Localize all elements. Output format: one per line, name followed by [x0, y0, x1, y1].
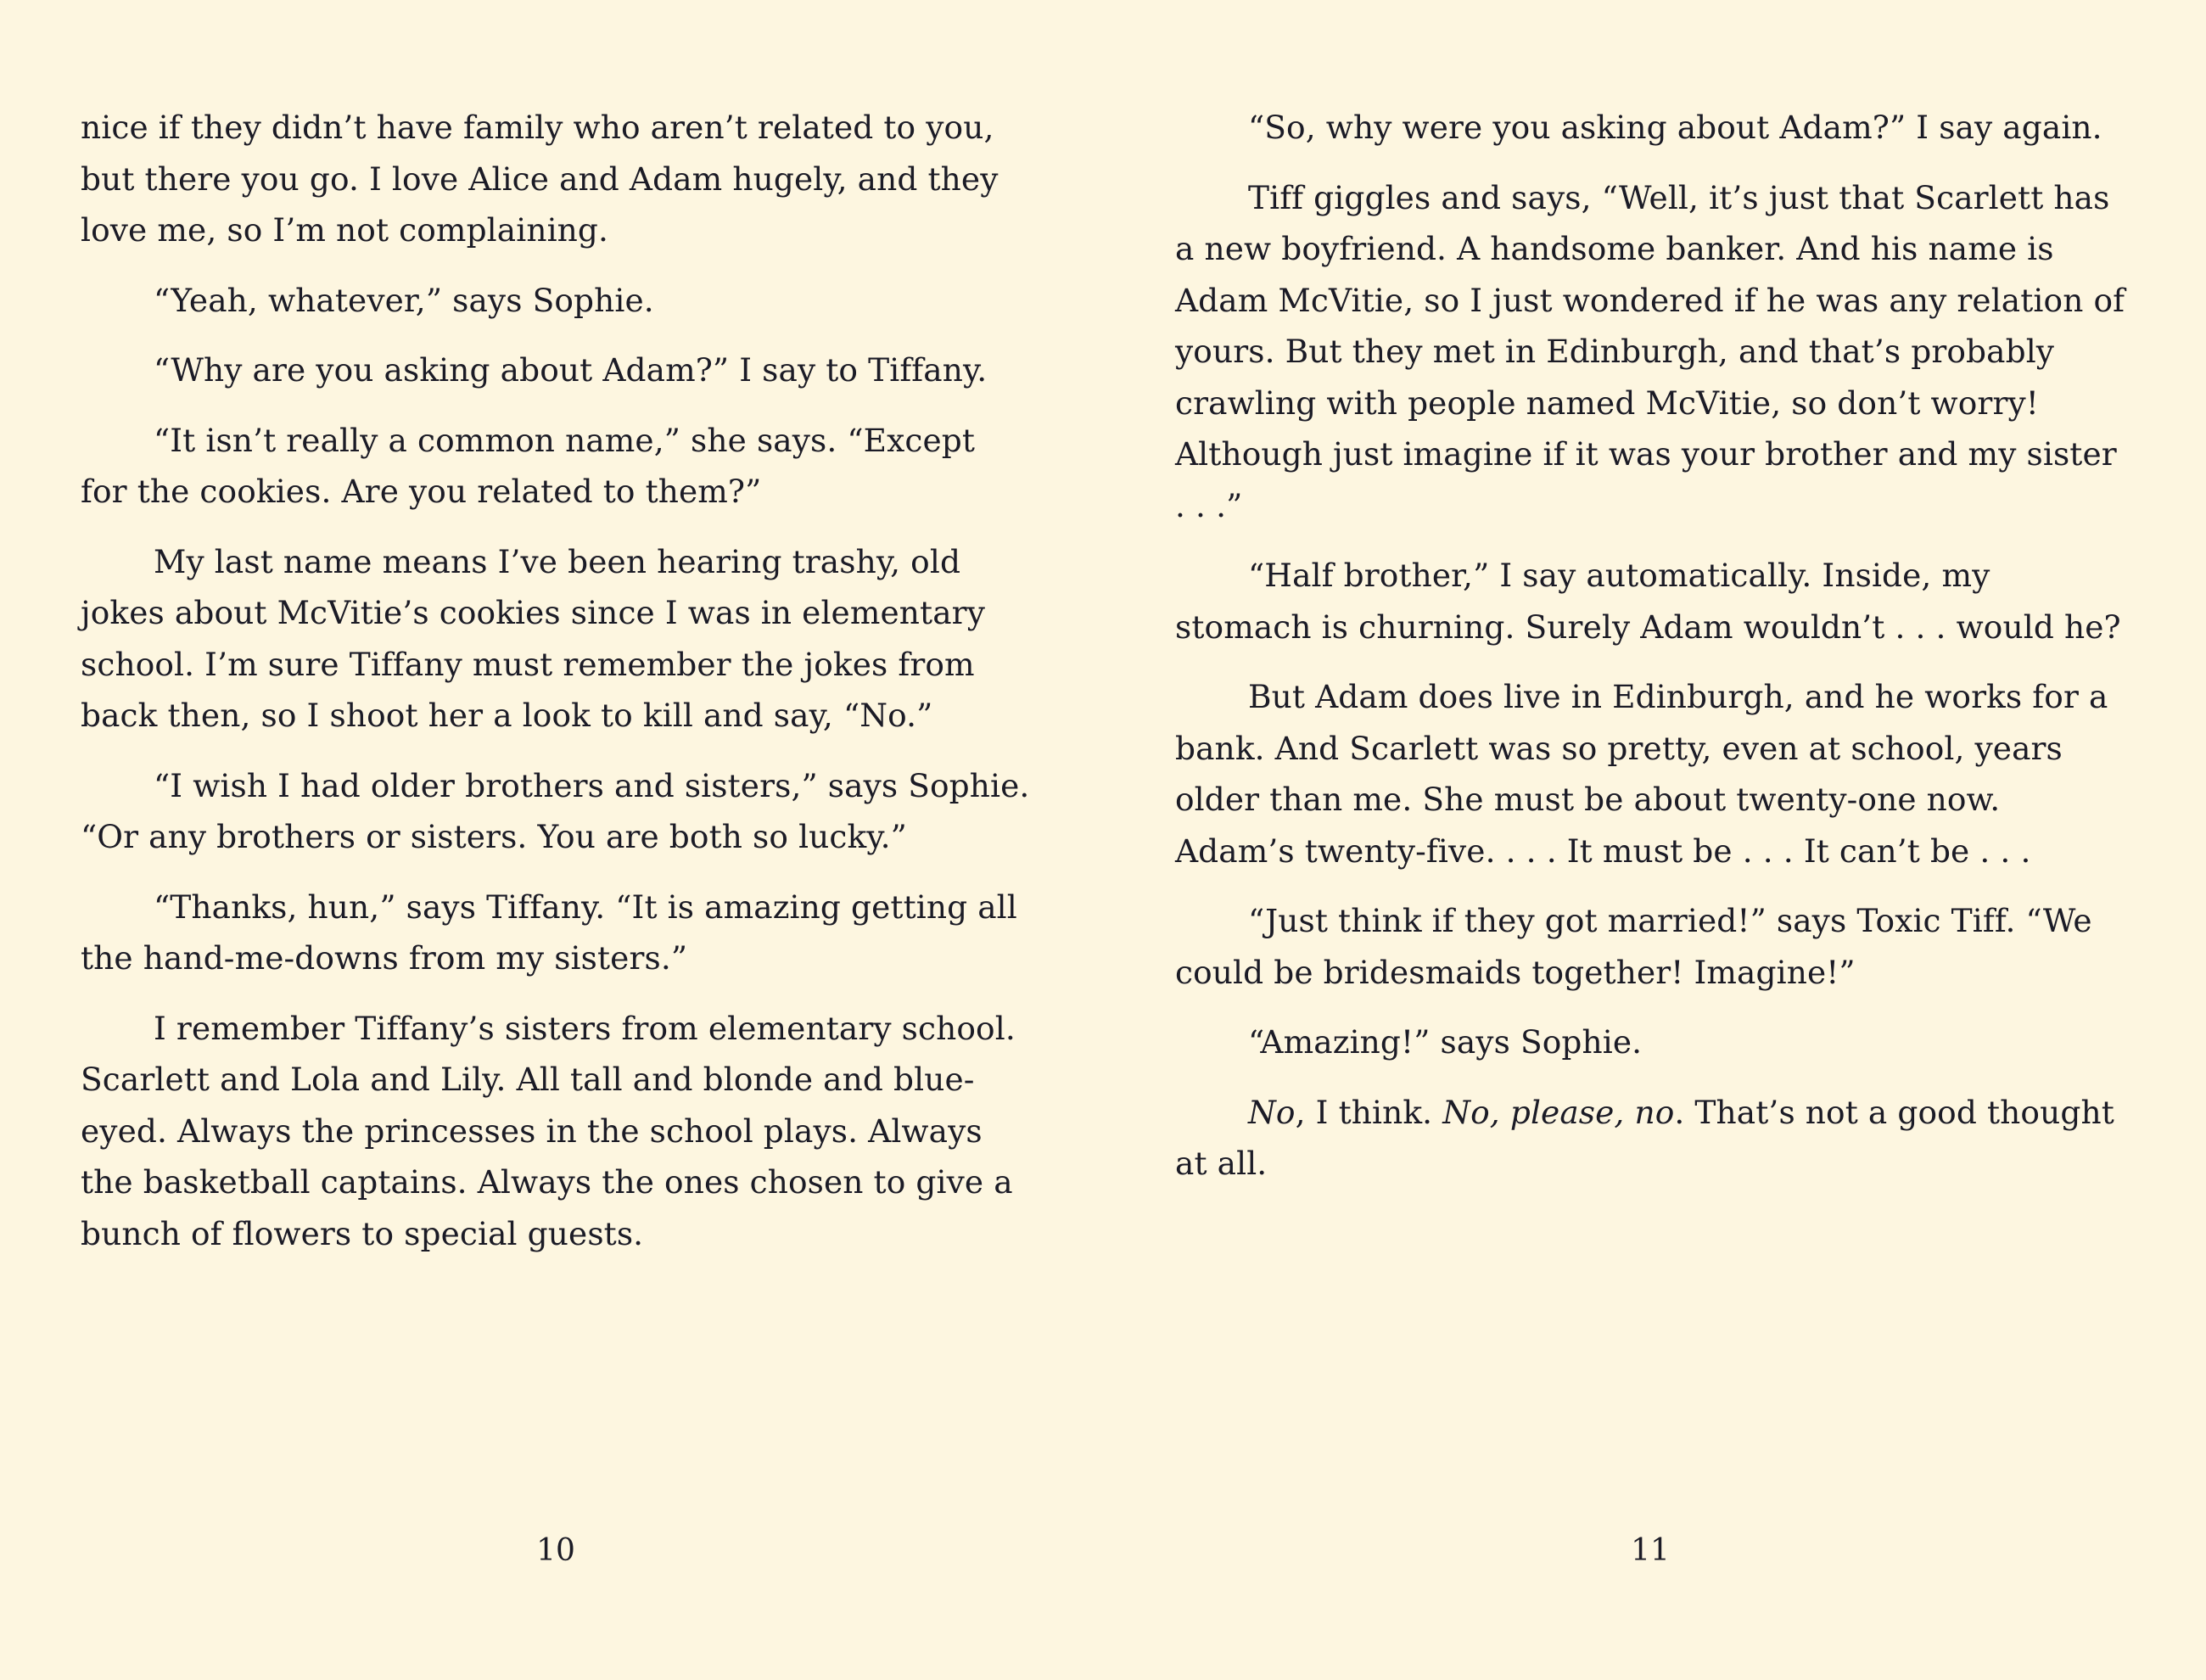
left-page: [81, 102, 1031, 1621]
right-page-body: [1175, 102, 2125, 1533]
paragraph: No, I think. No, please, no. That’s not a good thought at all.: [1175, 1093, 2114, 1182]
paragraph: “Why are you asking about Adam?” I say to Tiffany.: [154, 351, 988, 389]
paragraph: “It isn’t really a common name,” she says. “Except for the cookies. Are you related to them?”: [81, 421, 976, 510]
paragraph: “So, why were you asking about Adam?” I say again.: [1248, 109, 2102, 146]
right-page-number: 11: [1631, 1533, 1670, 1568]
right-page: [1175, 102, 2125, 1621]
paragraph: My last name means I’ve been hearing trashy, old jokes about McVitie’s cookies since I was in elementary school. I’m sure Tiffany must remember the jokes from back then, so I shoot her a look to kill and say, “No.”: [81, 542, 985, 734]
paragraph: But Adam does live in Edinburgh, and he works for a bank. And Scarlett was so pretty, even at school, years older than me. She must be about twenty-one now. Adam’s twenty-five. . . . It must be . . . It can’t be . . .: [1175, 678, 2108, 870]
paragraph: “Yeah, whatever,” says Sophie.: [154, 281, 654, 319]
left-page-body: [81, 102, 1031, 1533]
left-page-number: 10: [536, 1533, 575, 1568]
paragraph: “Just think if they got married!” says Toxic Tiff. “We could be bridesmaids together! Imagine!”: [1175, 902, 2092, 991]
paragraph: Tiff giggles and says, “Well, it’s just that Scarlett has a new boyfriend. A handsome banker. And his name is Adam McVitie, so I just wondered if he was any relation of yours. But they met in Edinburgh, and that’s probably crawling with people named McVitie, so don’t worry! Although just imagine if it was your brother and my sister . . .”: [1175, 178, 2125, 524]
paragraph: I remember Tiffany’s sisters from elementary school. Scarlett and Lola and Lily. All tall and blonde and blue-eyed. Always the princesses in the school plays. Always the basketball captains. Always the ones chosen to give a bunch of flowers to special guests.: [81, 1009, 1016, 1252]
paragraph: “I wish I had older brothers and sisters,” says Sophie. “Or any brothers or sisters. You are both so lucky.”: [81, 766, 1030, 855]
paragraph: nice if they didn’t have family who aren’t related to you, but there you go. I love Alice and Adam hugely, and they love me, so I’m not complaining.: [81, 109, 999, 249]
paragraph: “Thanks, hun,” says Tiffany. “It is amazing getting all the hand-me-downs from my sisters.”: [81, 888, 1017, 977]
paragraph: “Half brother,” I say automatically. Inside, my stomach is churning. Surely Adam wouldn’t . . . would he?: [1175, 557, 2121, 646]
paragraph: “Amazing!” says Sophie.: [1248, 1023, 1643, 1061]
